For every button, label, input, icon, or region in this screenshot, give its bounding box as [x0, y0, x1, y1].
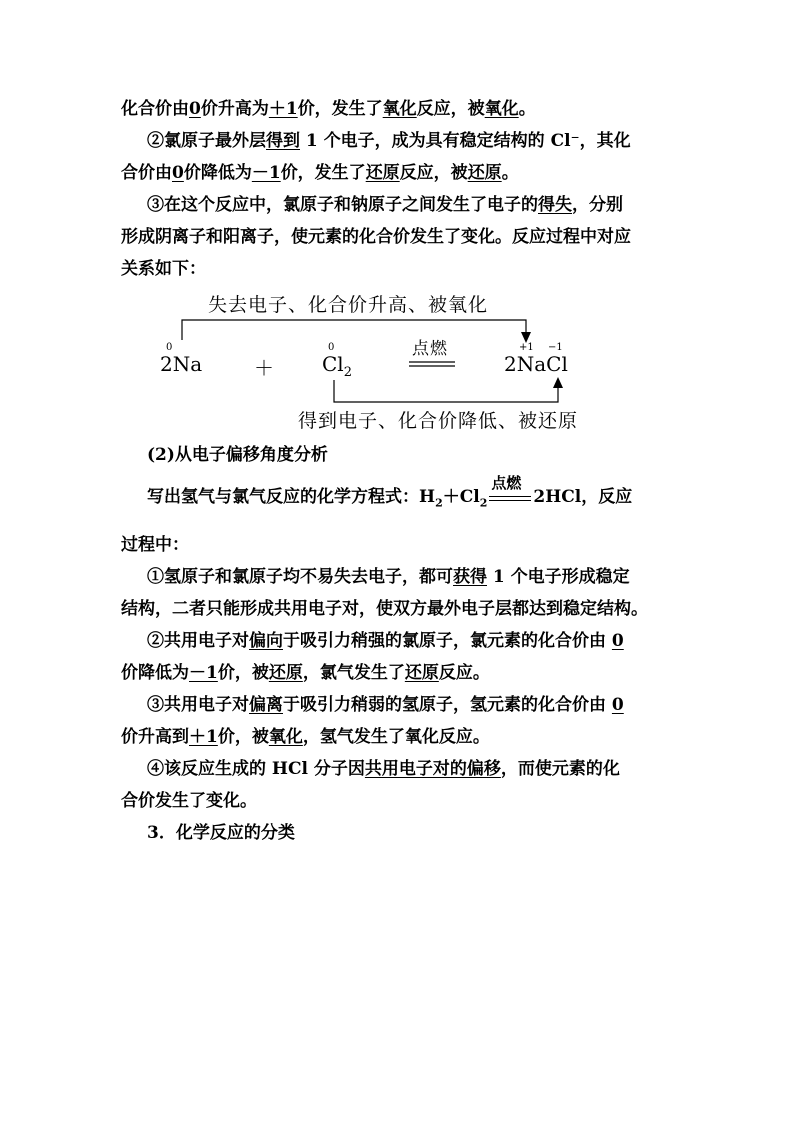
- formula-text: H: [419, 487, 436, 507]
- text: 。: [501, 163, 519, 183]
- heading-text: (2)从电子偏移角度分析: [147, 445, 328, 465]
- formula-subscript: 2: [479, 496, 488, 510]
- paragraph-line: [121, 226, 677, 248]
- text: 价，发生了: [297, 99, 383, 119]
- blank-answer: 还原: [467, 163, 502, 183]
- blank-answer: 0: [611, 631, 624, 651]
- arrow-head: [553, 377, 563, 388]
- blank-answer: ＋1: [268, 99, 298, 119]
- blank-answer: 还原: [268, 663, 303, 683]
- blank-answer: 得到: [266, 131, 300, 151]
- text: ，分别: [572, 195, 623, 215]
- text: ④该反应生成的: [147, 759, 266, 779]
- blank-answer: 氧化: [268, 727, 303, 747]
- text: 个电子，成为具有稳定结构的: [323, 131, 545, 151]
- blank-answer: 0: [172, 163, 184, 183]
- text: 分子因: [313, 759, 365, 779]
- text: 结构，二者只能形成共用电子对，使双方最外电子层都达到稳定结构。: [121, 599, 648, 619]
- paragraph-line: [121, 726, 677, 748]
- text: 于吸引力稍强的氯原子，氯元素的化合价由: [283, 631, 606, 651]
- equation: [419, 474, 633, 510]
- formula-subscript: 2: [343, 365, 352, 380]
- text: 于吸引力稍弱的氢原子，氢元素的化合价由: [283, 695, 606, 715]
- blank-answer: 共用电子对的偏移: [364, 759, 501, 779]
- paragraph-line: [121, 534, 677, 556]
- text: 2HCl，反应: [533, 487, 633, 507]
- reduction-label: 得到电子、化合价降低、被还原: [298, 410, 579, 432]
- reaction-condition: 点燃: [412, 339, 448, 359]
- blank-answer: －1: [189, 663, 218, 683]
- text: 价，发生了: [280, 163, 366, 183]
- paragraph-line: [147, 474, 677, 516]
- equals-bars: [489, 496, 531, 501]
- product-nacl: 2NaCl: [504, 352, 568, 376]
- text: 价，被: [217, 663, 269, 683]
- text: 价升高到: [121, 727, 189, 747]
- text: 价，被: [217, 727, 269, 747]
- blank-answer: 偏离: [249, 695, 283, 715]
- text: ，氢气发生了氧化反应。: [302, 727, 490, 747]
- plus-sign: ＋: [254, 356, 274, 380]
- oxidation-state: +1: [519, 342, 534, 353]
- blank-answer: 氧化: [484, 99, 519, 119]
- heading-text: 3．化学反应的分类: [147, 823, 295, 843]
- text: 关系如下：: [121, 259, 206, 279]
- paragraph-line: [121, 598, 677, 620]
- plus-sign: ＋: [442, 487, 460, 507]
- blank-answer: 还原: [404, 663, 439, 683]
- section-heading: [147, 444, 677, 466]
- text: 个电子形成稳定: [510, 567, 630, 587]
- oxidation-state: −1: [548, 342, 563, 353]
- text: ，氯气发生了: [302, 663, 405, 683]
- text: 形成阴离子和阳离子，使元素的化合价发生了变化。反应过程中对应: [121, 227, 631, 247]
- text: ①氢原子和氯原子均不易失去电子，都可: [147, 567, 453, 587]
- text: 1: [305, 131, 318, 151]
- condition-equals: [487, 474, 533, 508]
- bottom-bracket-line: [334, 380, 558, 402]
- oxidation-state: 0: [328, 342, 335, 353]
- paragraph-line: [121, 258, 677, 280]
- formula-text: Cl: [322, 352, 344, 376]
- text: ③在这个反应中，氯原子和钠原子之间发生了电子的: [147, 195, 538, 215]
- text: 价升高为: [200, 99, 269, 119]
- oxidation-label: 失去电子、化合价升高、被氧化: [208, 294, 489, 316]
- paragraph-line: [121, 790, 677, 812]
- text: 反应。: [438, 663, 490, 683]
- oxidation-state: 0: [166, 342, 173, 353]
- text: Cl⁻，其化: [550, 131, 631, 151]
- text: HCl: [271, 759, 308, 779]
- paragraph-line: [147, 130, 677, 152]
- reaction-condition: 点燃: [491, 474, 522, 492]
- blank-answer: 获得: [453, 567, 487, 587]
- paragraph-line: [121, 98, 677, 120]
- text: 合价发生了变化。: [121, 791, 257, 811]
- blank-answer: 0: [189, 99, 201, 119]
- paragraph-line: [147, 566, 677, 588]
- reactant-na: 2Na: [160, 352, 203, 376]
- text: ②共用电子对: [147, 631, 249, 651]
- paragraph-line: [147, 758, 677, 780]
- text: ，而使元素的化: [500, 759, 620, 779]
- text: 反应，被: [399, 163, 468, 183]
- formula-text: Cl: [459, 487, 480, 507]
- blank-answer: 得失: [538, 195, 572, 215]
- blank-answer: 还原: [365, 163, 400, 183]
- electron-transfer-diagram: [150, 288, 600, 433]
- blank-answer: 偏向: [249, 631, 283, 651]
- text: 化合价由: [121, 99, 189, 119]
- section-heading: [147, 822, 677, 844]
- text: 。: [518, 99, 536, 119]
- blank-answer: 0: [611, 695, 624, 715]
- text: 1: [492, 567, 505, 587]
- blank-answer: －1: [251, 163, 281, 183]
- paragraph-line: [121, 162, 677, 184]
- text: ②氯原子最外层: [147, 131, 266, 151]
- paragraph-line: [147, 194, 677, 216]
- text: 合价由: [121, 163, 172, 183]
- formula-subscript: 2: [435, 496, 443, 510]
- text: 过程中：: [121, 535, 189, 555]
- reactant-cl2: [322, 352, 352, 380]
- paragraph-line: [147, 694, 677, 716]
- top-bracket-line: [182, 320, 526, 340]
- text: 价降低为: [183, 163, 252, 183]
- text: 价降低为: [121, 663, 189, 683]
- blank-answer: 氧化: [382, 99, 417, 119]
- text: 写出氢气与氯气反应的化学方程式：: [147, 487, 419, 507]
- paragraph-line: [121, 662, 677, 684]
- blank-answer: ＋1: [189, 727, 218, 747]
- text: 反应，被: [416, 99, 485, 119]
- paragraph-line: [147, 630, 677, 652]
- text: ③共用电子对: [147, 695, 249, 715]
